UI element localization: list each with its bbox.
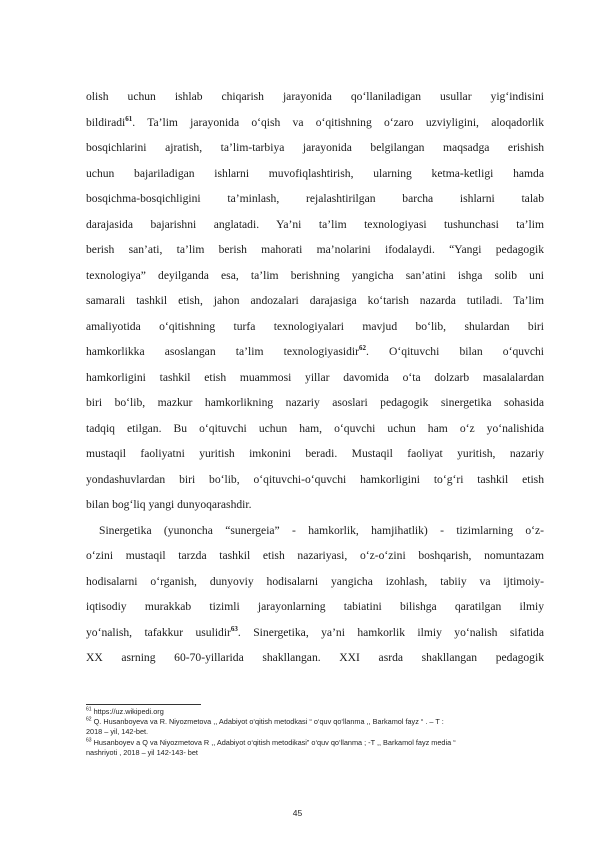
text-line — [86, 620, 544, 646]
footnote-text: Husanboyev a Q va Niyozmetova R ,, Adabiyot o‘qitish metodikasi” o‘quv qo‘llanma ; -T ,, Barkamol fayz media “ — [91, 737, 456, 747]
text-line — [86, 84, 544, 110]
line-text: biri bo‘lib, mazkur hamkorlikning nazariy asoslari pedagogik sinergetika sohasida — [86, 396, 544, 409]
text-line — [86, 110, 544, 136]
line-text: uchun bajariladigan ishlarni muvofiqlashtirish, ularning ketma-ketligi hamda — [86, 166, 544, 180]
line-text: mustaqil faoliyatni yuritish imkonini beradi. Mustaqil faoliyat yuritish, nazariy — [86, 447, 544, 460]
footnote-separator — [86, 704, 201, 705]
line-text: hamkorligini tashkil etish muammosi yillar davomida o‘ta dolzarb masalalardan — [86, 370, 544, 384]
line-text: yondashuvlardan biri bo‘lib, o‘qituvchi-o‘quvchi hamkorligini to‘g‘ri tashkil etish — [86, 472, 544, 486]
footnote-text: nashriyoti , 2018 – yil 142-143- bet — [86, 747, 198, 757]
text-line — [86, 645, 544, 671]
page-number: 45 — [292, 808, 303, 818]
footnote-number: 62 — [86, 716, 92, 723]
footnote — [86, 707, 556, 717]
text-line — [86, 186, 544, 212]
line-text: iqtisodiy murakkab tizimli jarayonlarning tabiatini bilishga qaratilgan ilmiy — [86, 600, 544, 613]
text-line — [86, 212, 544, 238]
text-line — [86, 161, 544, 187]
line-text: tadqiq etilgan. Bu o‘qituvchi uchun ham, o‘quvchi uchun ham o‘z yo‘nalishida — [86, 421, 544, 435]
footnote-number: 63 — [86, 737, 92, 744]
text-line — [86, 237, 544, 263]
text-line — [86, 492, 544, 518]
line-text: darajasida bajarishni anglatadi. Ya’ni ta’lim texnologiyasi tushunchasi ta’lim — [86, 217, 544, 231]
line-text: bilan bog‘liq yangi dunyoqarashdir. — [86, 498, 252, 511]
line-text: . Sinergetika, ya’ni hamkorlik ilmiy yo‘nalish sifatida — [237, 625, 544, 639]
line-text: bosqichlarini ajratish, ta’lim-tarbiya jarayonida belgilangan maqsadga erishish — [86, 141, 544, 154]
main-text — [86, 84, 544, 671]
text-line — [86, 288, 544, 314]
footnote — [86, 727, 556, 737]
line-text: olish uchun ishlab chiqarish jarayonida qo‘llaniladigan usullar yig‘indisini — [86, 90, 544, 103]
line-text: yo‘nalish, tafakkur usulidir — [86, 625, 231, 639]
line-text: amaliyotida o‘qitishning turfa texnologiyalari mavjud bo‘lib, shulardan biri — [86, 319, 544, 333]
footnote-reference[interactable]: 63 — [230, 624, 238, 633]
text-line — [86, 365, 544, 391]
text-line — [86, 135, 544, 161]
text-line — [86, 594, 544, 620]
footnote-number: 61 — [86, 706, 92, 713]
line-text: samarali tashkil etish, jahon andozalari darajasiga ko‘tarish nazarda tutiladi. Ta’lim — [86, 294, 544, 307]
footnote — [86, 717, 556, 727]
line-text: . O‘qituvchi bilan o‘quvchi — [366, 345, 544, 358]
line-text: o‘zini mustaqil tarzda tashkil etish nazariyasi, o‘z-o‘zini boshqarish, nomuntazam — [86, 549, 544, 562]
text-line — [86, 339, 544, 365]
footnote — [86, 738, 556, 748]
text-line — [86, 263, 544, 289]
text-line — [86, 441, 544, 467]
line-text: . Ta’lim jarayonida o‘qish va o‘qitishning o‘zaro uzviyligini, aloqadorlik — [132, 115, 544, 129]
footnote — [86, 748, 556, 758]
text-line — [86, 390, 544, 416]
footnote-text: https://uz.wikipedi.org — [91, 707, 164, 716]
text-line — [86, 467, 544, 493]
line-text: texnologiya” deyilganda esa, ta’lim berishning yangicha san’atini ishga solib uni — [86, 268, 544, 282]
line-text: hamkorlikka asoslangan ta’lim texnologiyasidir — [86, 345, 359, 358]
text-line — [86, 569, 544, 595]
line-text: bosqichma-bosqichligini ta’minlash, rejalashtirilgan barcha ishlarni talab — [86, 192, 544, 205]
line-text: bildiradi — [86, 115, 126, 129]
text-line — [86, 518, 544, 544]
line-text: Sinergetika (yunoncha “sunergeia” - hamkorlik, hamjihatlik) - tizimlarning o‘z- — [99, 523, 544, 537]
text-line — [86, 543, 544, 569]
line-text: berish san’ati, ta’lim berish mahorati ma’nolarini ifodalaydi. “Yangi pedagogik — [86, 243, 544, 256]
footnote-reference[interactable]: 62 — [359, 344, 366, 353]
text-line — [86, 416, 544, 442]
footnotes — [86, 707, 556, 758]
footnote-reference[interactable]: 61 — [125, 114, 133, 123]
text-line — [86, 314, 544, 340]
line-text: hodisalarni o‘rganish, dunyoviy hodisalarni yangicha izohlash, tabiiy va ijtimoiy- — [86, 574, 544, 588]
footnote-text: 2018 – yil, 142-bet. — [86, 727, 149, 737]
line-text: XX asrning 60-70-yillarida shakllangan. XXI asrda shakllangan pedagogik — [86, 651, 544, 664]
footnote-text: Q. Husanboyeva va R. Niyozmetova ,, Adabiyot o‘qitish metodkasi “ o‘quv qo‘llanma ,, Barkamol fayz “ . – T : — [91, 717, 444, 727]
